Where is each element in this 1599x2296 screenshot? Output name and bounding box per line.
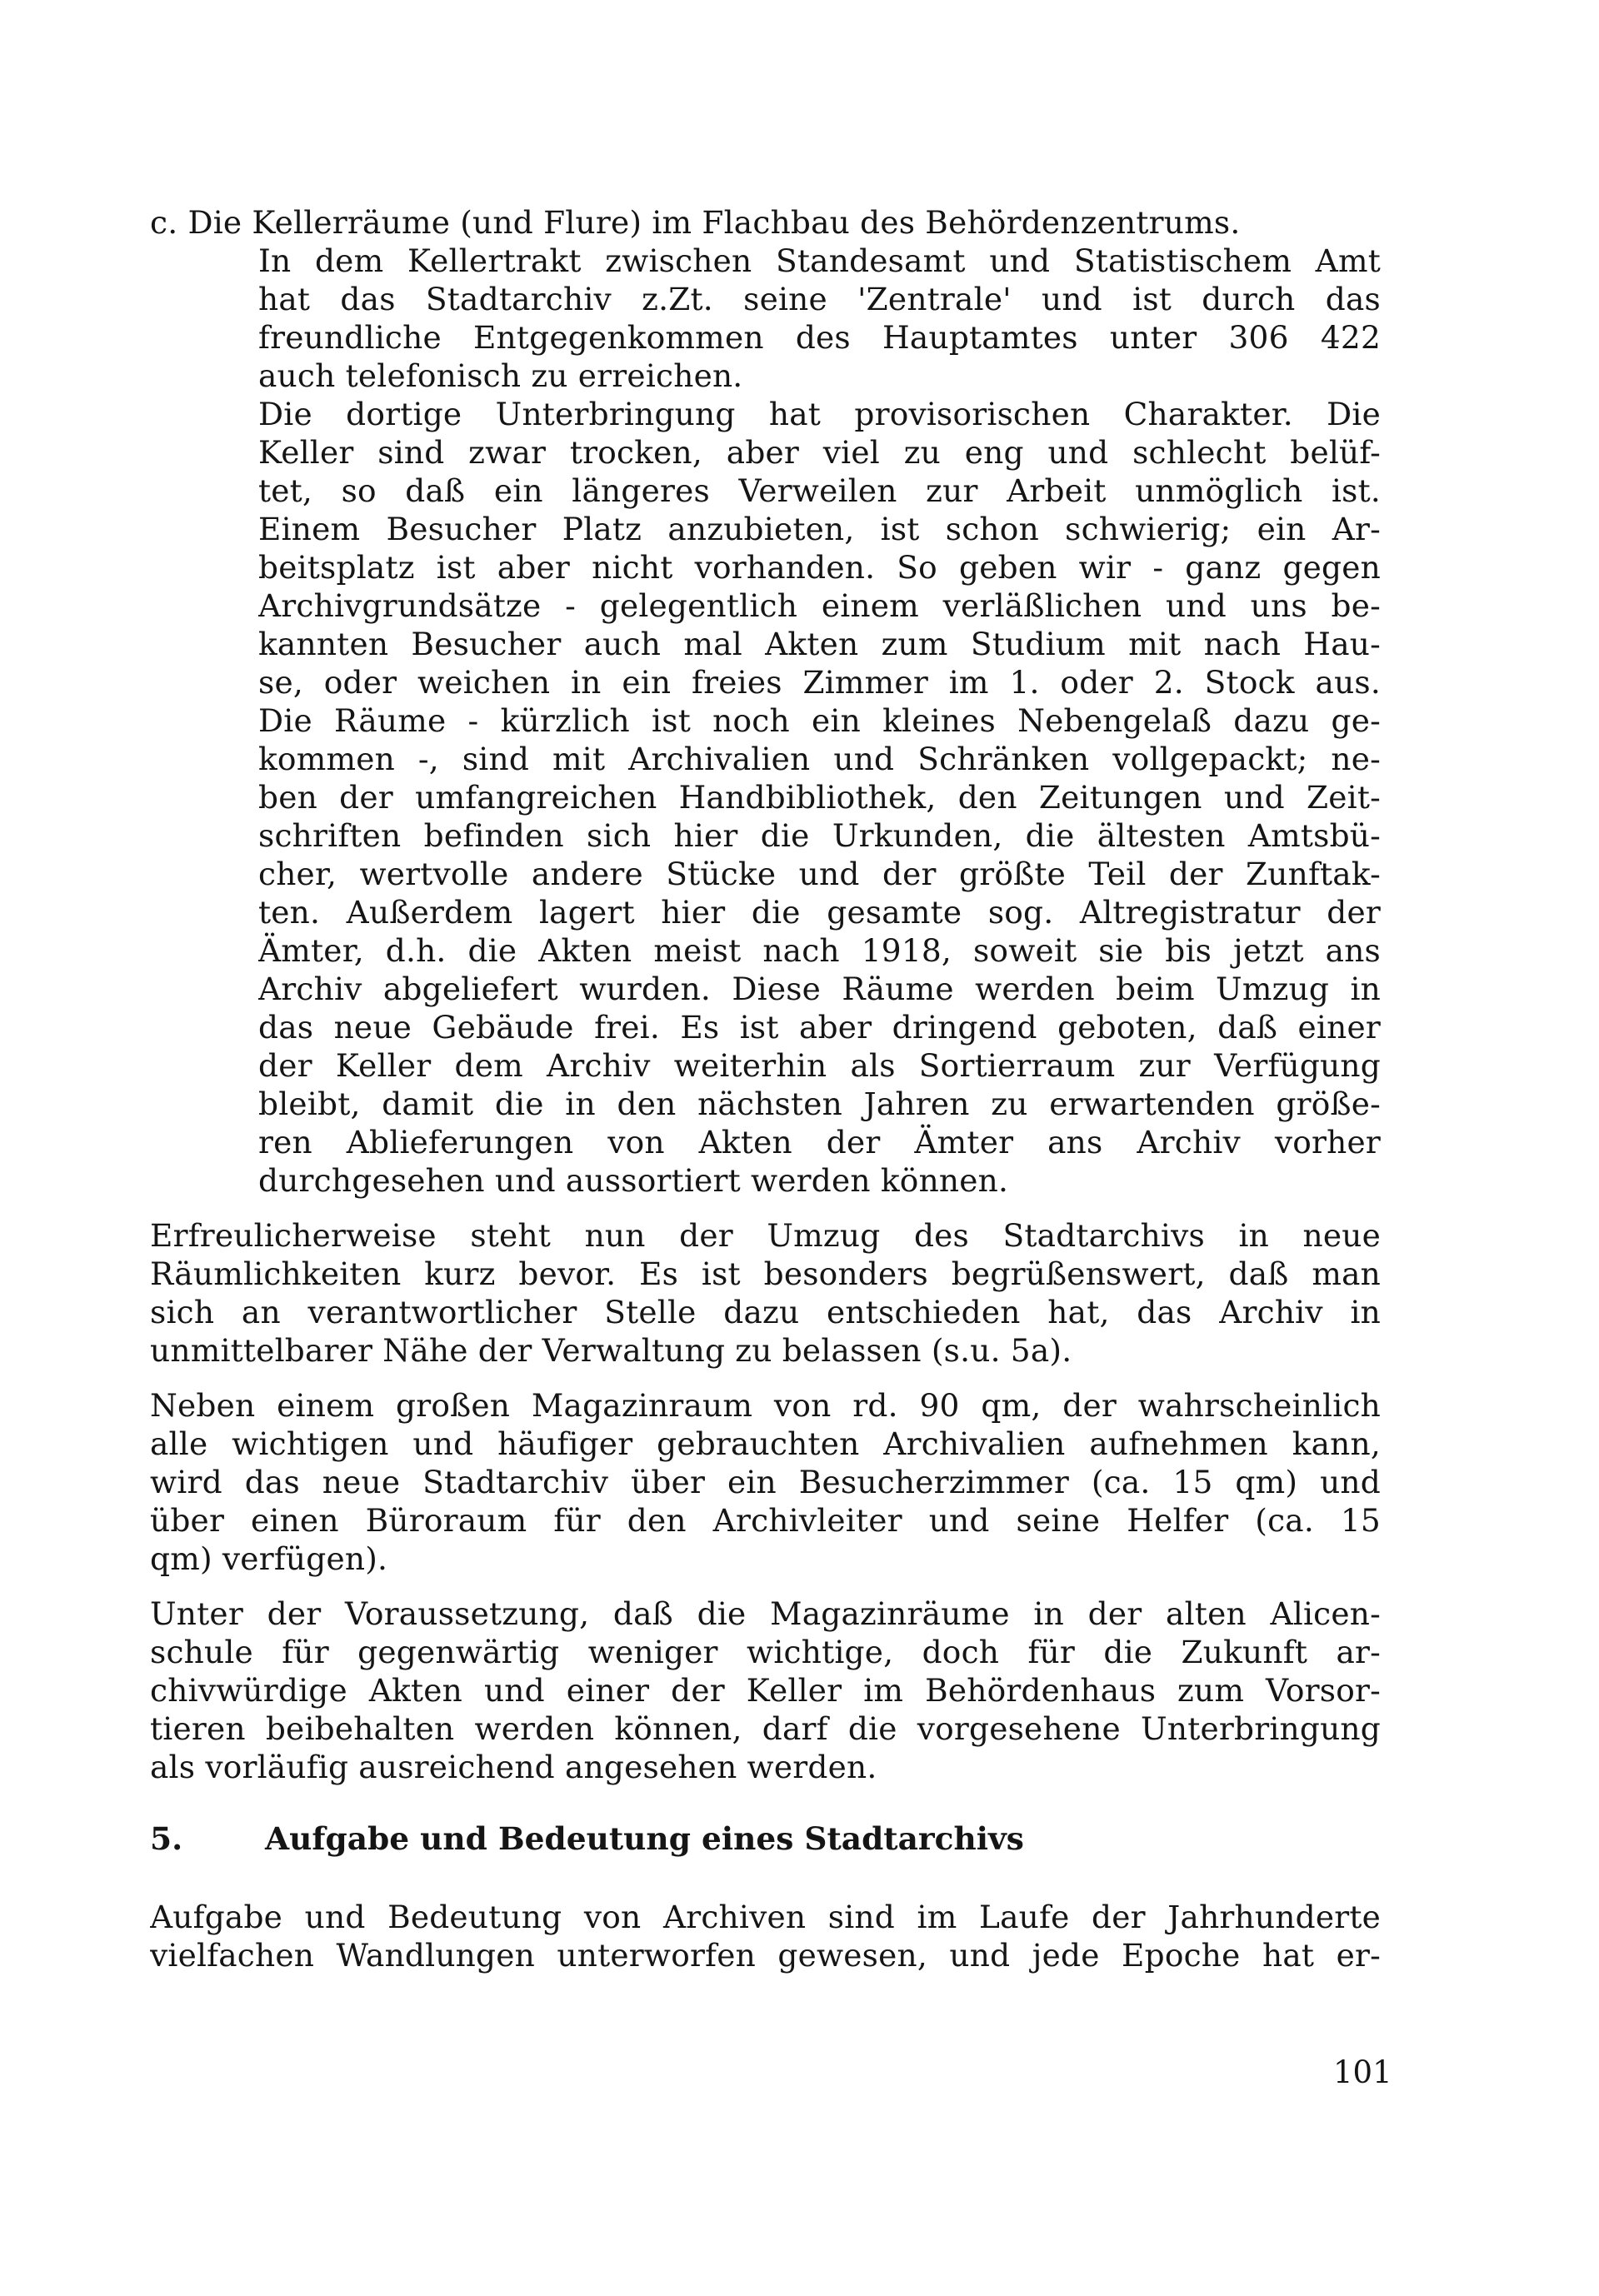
section-c-line: Archivgrundsätze - gelegentlich einem verläßlichen und uns be- [258, 587, 1381, 624]
paragraph-condition-line: Unter der Voraussetzung, daß die Magazinräume in der alten Alicen- [150, 1595, 1381, 1632]
section-c-line: cher, wertvolle andere Stücke und der größte Teil der Zunftak- [258, 856, 1381, 892]
section-c-line: der Keller dem Archiv weiterhin als Sortierraum zur Verfügung [258, 1047, 1381, 1084]
section-5-line: Aufgabe und Bedeutung von Archiven sind im Laufe der Jahrhunderte [150, 1899, 1381, 1935]
section-c-line: hat das Stadtarchiv z.Zt. seine 'Zentrale' und ist durch das [258, 281, 1381, 317]
section-c-line: ten. Außerdem lagert hier die gesamte sog. Altregistratur der [258, 894, 1381, 931]
section-c-line: Ämter, d.h. die Akten meist nach 1918, soweit sie bis jetzt ans [258, 932, 1381, 969]
section-5-line: vielfachen Wandlungen unterworfen gewesen, und jede Epoche hat er- [150, 1937, 1381, 1974]
section-c-line: kannten Besucher auch mal Akten zum Studium mit nach Hau- [258, 626, 1381, 662]
paragraph-magazine-line: alle wichtigen und häufiger gebrauchten Archivalien aufnehmen kann, [150, 1425, 1381, 1462]
section-c-line: Die dortige Unterbringung hat provisorischen Charakter. Die [258, 396, 1381, 432]
paragraph-magazine-line: über einen Büroraum für den Archivleiter und seine Helfer (ca. 15 [150, 1502, 1381, 1539]
paragraph-move-line: Räumlichkeiten kurz bevor. Es ist besonders begrüßenswert, daß man [150, 1255, 1381, 1292]
section-c-line: freundliche Entgegenkommen des Hauptamtes unter 306 422 [258, 319, 1381, 356]
section-c-line: schriften befinden sich hier die Urkunden, die ältesten Amtsbü- [258, 817, 1381, 854]
section-c-line: Einem Besucher Platz anzubieten, ist schon schwierig; ein Ar- [258, 511, 1381, 547]
section-c-line: se, oder weichen in ein freies Zimmer im 1. oder 2. Stock aus. [258, 664, 1381, 701]
paragraph-condition-line: tieren beibehalten werden können, darf die vorgesehene Unterbringung [150, 1710, 1381, 1747]
page-number: 101 [1333, 2054, 1392, 2090]
section-c-line: Keller sind zwar trocken, aber viel zu eng und schlecht belüf- [258, 434, 1381, 471]
section-c-line: das neue Gebäude frei. Es ist aber dringend geboten, daß einer [258, 1009, 1381, 1046]
section-c-line: Die Räume - kürzlich ist noch ein kleines Nebengelaß dazu ge- [258, 702, 1381, 739]
section-c-line: durchgesehen und aussortiert werden können. [258, 1162, 1009, 1199]
paragraph-condition-line: als vorläufig ausreichend angesehen werden. [150, 1749, 877, 1785]
section-5-number: 5. [150, 1820, 183, 1857]
section-c-line: beitsplatz ist aber nicht vorhanden. So geben wir - ganz gegen [258, 549, 1381, 586]
section-c-line: auch telefonisch zu erreichen. [258, 357, 743, 394]
section-c-line: bleibt, damit die in den nächsten Jahren zu erwartenden größe- [258, 1086, 1381, 1122]
section-c-line: In dem Kellertrakt zwischen Standesamt und Statistischem Amt [258, 242, 1381, 279]
section-c-line: kommen -, sind mit Archivalien und Schränken vollgepackt; ne- [258, 741, 1381, 777]
section-5-title: Aufgabe und Bedeutung eines Stadtarchivs [265, 1820, 1024, 1857]
section-c-line: ren Ablieferungen von Akten der Ämter ans Archiv vorher [258, 1124, 1381, 1160]
paragraph-move-line: Erfreulicherweise steht nun der Umzug des Stadtarchivs in neue [150, 1217, 1381, 1254]
section-c-line: tet, so daß ein längeres Verweilen zur Arbeit unmöglich ist. [258, 472, 1381, 509]
section-c-lead-line: c. Die Kellerräume (und Flure) im Flachbau des Behördenzentrums. [150, 204, 1241, 241]
paragraph-magazine-line: wird das neue Stadtarchiv über ein Besucherzimmer (ca. 15 qm) und [150, 1464, 1381, 1500]
paragraph-move-line: unmittelbarer Nähe der Verwaltung zu belassen (s.u. 5a). [150, 1332, 1072, 1369]
section-c-line: Archiv abgeliefert wurden. Diese Räume werden beim Umzug in [258, 971, 1381, 1007]
paragraph-magazine-line: Neben einem großen Magazinraum von rd. 90 qm, der wahrscheinlich [150, 1387, 1381, 1424]
paragraph-move-line: sich an verantwortlicher Stelle dazu entschieden hat, das Archiv in [150, 1294, 1381, 1330]
paragraph-condition-line: chivwürdige Akten und einer der Keller im Behördenhaus zum Vorsor- [150, 1672, 1381, 1709]
section-c-line: ben der umfangreichen Handbibliothek, den Zeitungen und Zeit- [258, 779, 1381, 816]
paragraph-magazine-line: qm) verfügen). [150, 1540, 388, 1577]
paragraph-condition-line: schule für gegenwärtig weniger wichtige, doch für die Zukunft ar- [150, 1634, 1381, 1670]
